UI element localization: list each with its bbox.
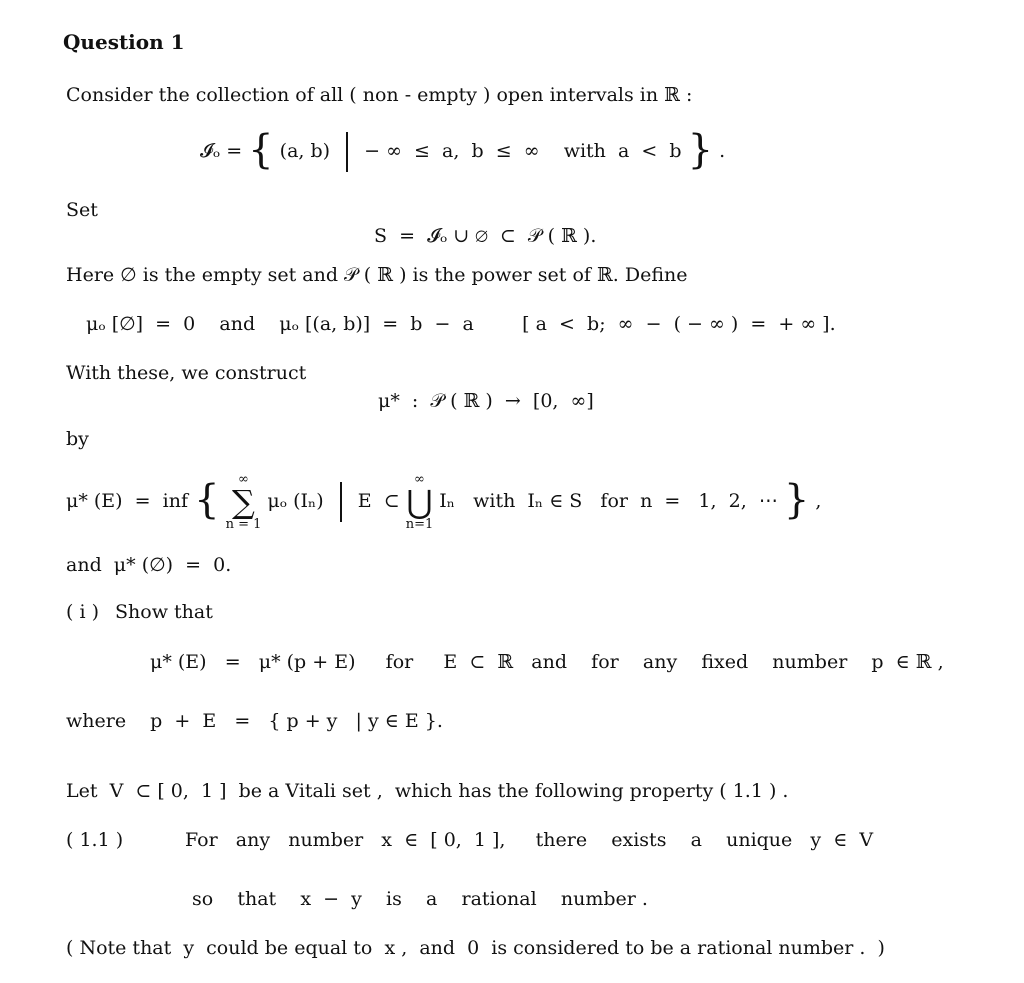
definition-I0	[200, 127, 726, 173]
union-lower-limit: n=1	[405, 517, 434, 532]
sum-upper-limit: ∞	[238, 472, 249, 487]
sum-operator	[226, 473, 262, 531]
sum-symbol: ∑	[232, 483, 255, 521]
outer-measure-definition	[66, 473, 821, 531]
inf-right-brace: }	[783, 477, 810, 523]
I0-period: .	[719, 140, 726, 162]
with-these-text: With these, we construct	[66, 362, 307, 384]
sum-lower-limit: n = 1	[225, 517, 262, 532]
property-text: For any number x ∈ [ 0, 1 ], there exists a unique y ∈ V	[185, 829, 874, 851]
note-line: ( Note that y could be equal to x , and 0 is considered to be a rational number . )	[66, 937, 885, 959]
cover-condition: E ⊂	[357, 490, 400, 512]
union-body: Iₙ with Iₙ ∈ S for n = 1, 2, ⋯	[439, 490, 778, 512]
intro-text: Consider the collection of all ( non - empty ) open intervals in ℝ :	[66, 84, 693, 106]
union-upper-limit: ∞	[414, 472, 425, 487]
vitali-line: Let V ⊂ [ 0, 1 ] be a Vitali set , which has the following property ( 1.1 ) .	[66, 780, 789, 802]
property-label: ( 1.1 )	[66, 829, 124, 851]
where-definition: p + E = { p + y | y ∈ E }.	[150, 710, 443, 732]
part-i-label: ( i )	[66, 601, 99, 623]
mu-zero-definition: μₒ [∅] = 0 and μₒ [(a, b)] = b − a [ a < b; ∞ − ( − ∞ ) = + ∞ ].	[86, 313, 836, 335]
definition-S: S = 𝓘ₒ ∪ ∅ ⊂ 𝒫 ( ℝ ).	[374, 225, 597, 247]
left-brace: {	[248, 127, 274, 173]
empty-set-measure: and μ* (∅) = 0.	[66, 554, 232, 576]
property-text-continued: so that x − y is a rational number .	[192, 888, 648, 910]
sum-body: μₒ (Iₙ)	[267, 490, 324, 512]
I0-interval: (a, b)	[279, 140, 331, 162]
by-label: by	[66, 428, 89, 450]
union-operator	[406, 473, 434, 531]
union-symbol: ⋃	[406, 483, 433, 521]
property-1-1	[66, 829, 874, 852]
here-line: Here ∅ is the empty set and 𝒫 ( ℝ ) is the power set of ℝ. Define	[66, 264, 688, 286]
where-line	[66, 710, 443, 733]
mu-star-mapping: μ* : 𝒫 ( ℝ ) → [0, ∞]	[378, 390, 594, 412]
question-title: Question 1	[63, 30, 185, 54]
I0-symbol: 𝓘ₒ =	[200, 140, 243, 162]
right-brace: }	[687, 127, 714, 173]
set-builder-bar	[346, 132, 348, 172]
set-label: Set	[66, 199, 98, 221]
where-label: where	[66, 710, 127, 732]
I0-condition: − ∞ ≤ a, b ≤ ∞ with a < b	[364, 140, 682, 162]
part-i	[66, 601, 213, 624]
outer-measure-comma: ,	[815, 490, 822, 512]
translation-invariance: μ* (E) = μ* (p + E) for E ⊂ ℝ and for any fixed number p ∈ ℝ ,	[150, 651, 944, 673]
inf-left-brace: {	[194, 477, 220, 523]
part-i-text: Show that	[115, 601, 213, 623]
outer-measure-lhs: μ* (E) = inf	[66, 490, 189, 512]
inf-condition-bar	[340, 482, 342, 522]
